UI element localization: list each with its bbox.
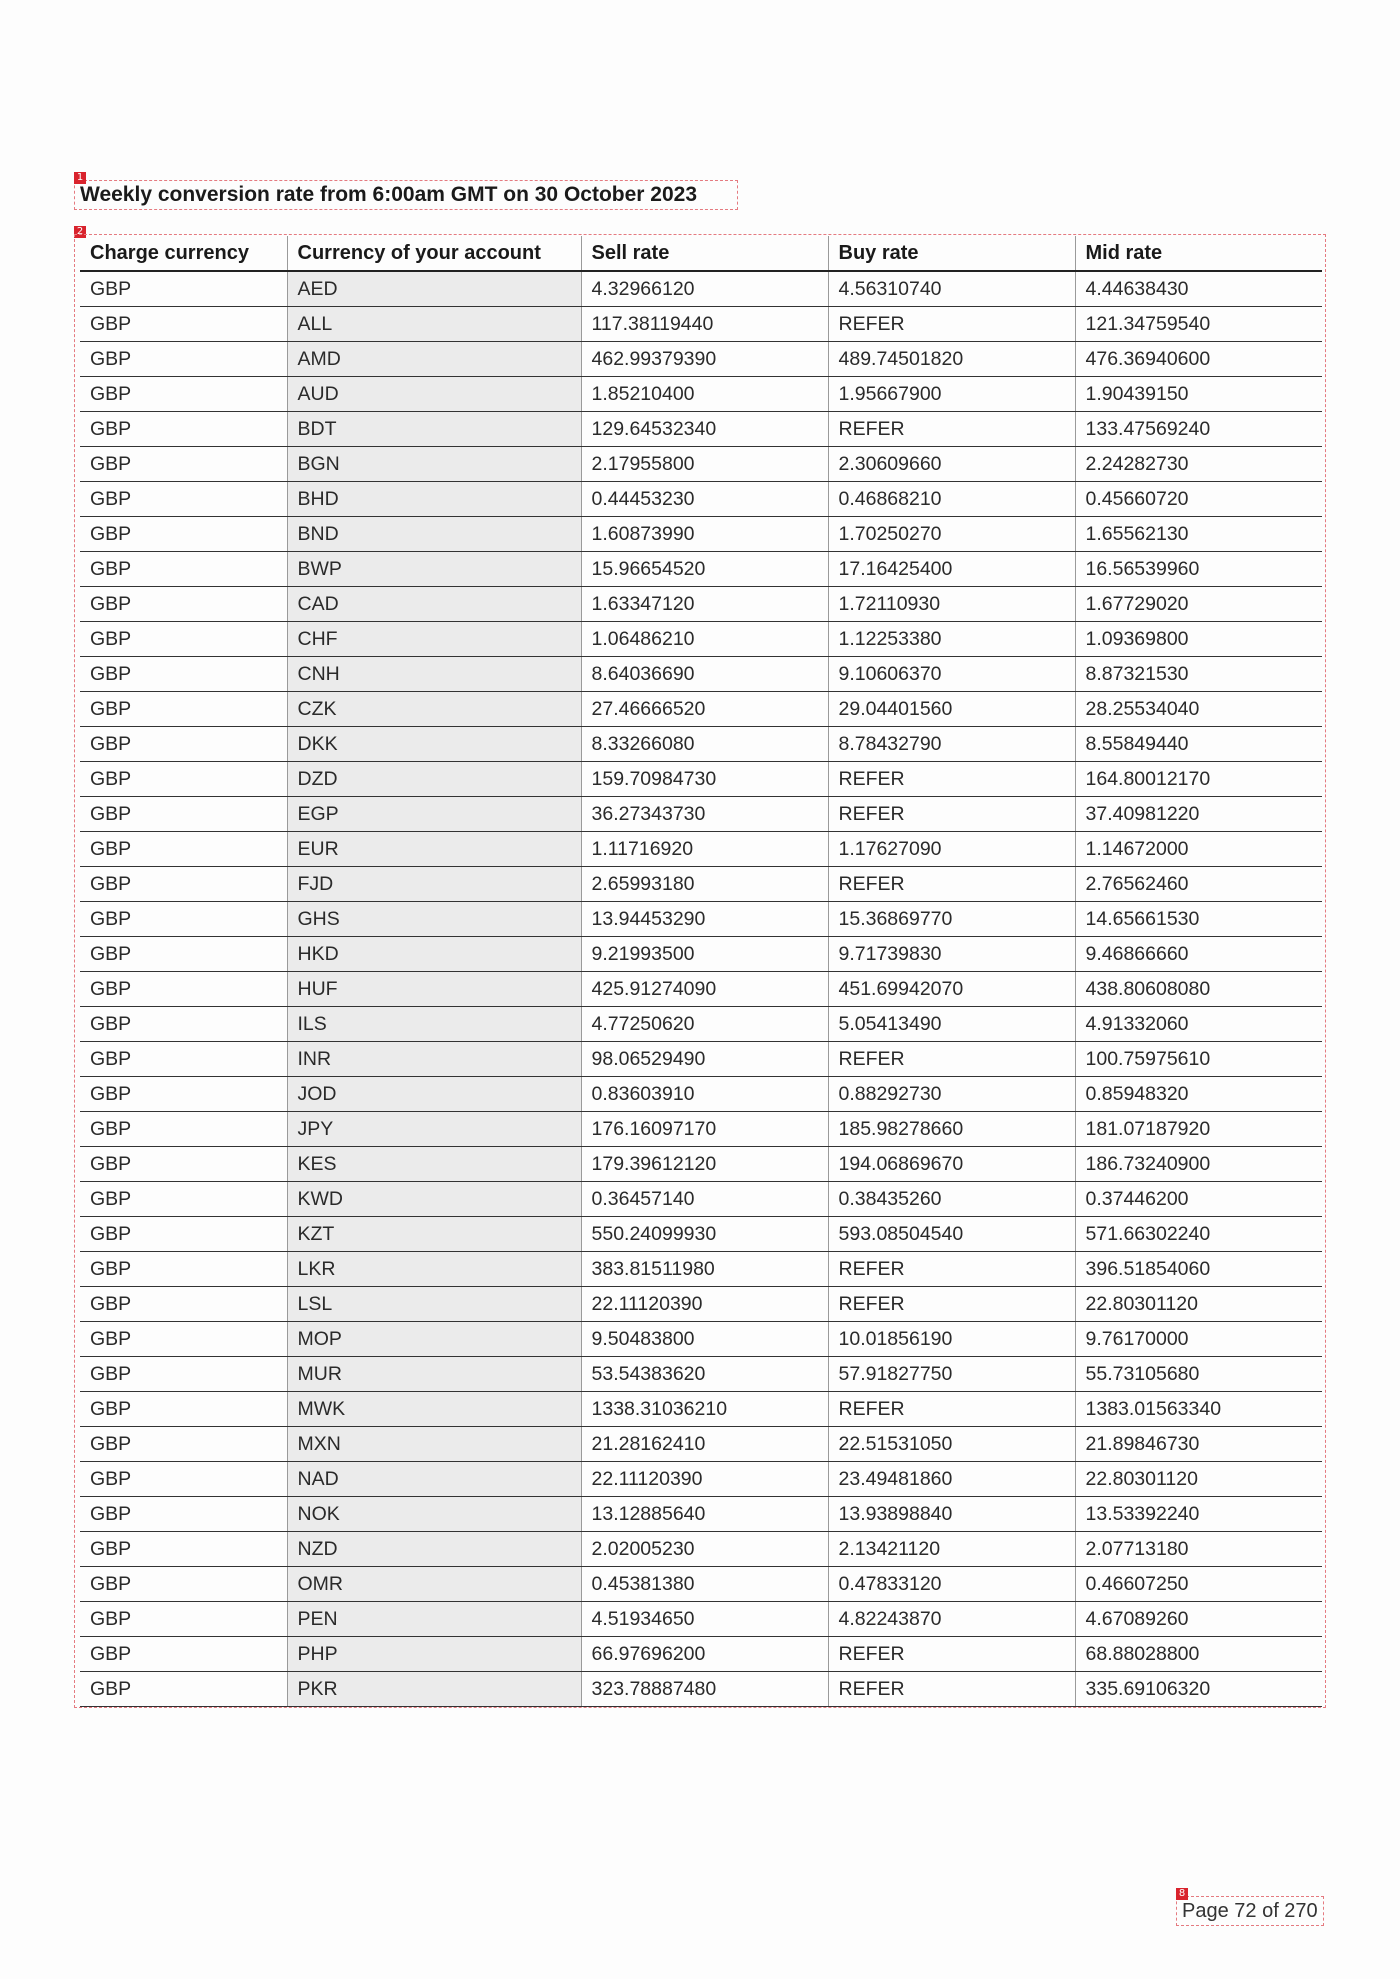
table-row [80,1357,1322,1392]
mid-rate-cell: 21.89846730 [1075,1427,1322,1462]
buy-rate-cell: 5.05413490 [828,1007,1075,1042]
column-header-charge-currency: Charge currency [80,236,287,271]
table-row [80,1497,1322,1532]
mid-rate-cell: 121.34759540 [1075,307,1322,342]
sell-rate-cell: 22.11120390 [581,1287,828,1322]
buy-rate-cell: REFER [828,1252,1075,1287]
table-row [80,1287,1322,1322]
charge-currency-cell: GBP [80,657,287,692]
sell-rate-cell: 0.36457140 [581,1182,828,1217]
charge-currency-cell: GBP [80,797,287,832]
buy-rate-cell: 4.56310740 [828,271,1075,307]
sell-rate-cell: 2.02005230 [581,1532,828,1567]
mid-rate-cell: 1.14672000 [1075,832,1322,867]
table-row [80,517,1322,552]
table-row [80,1182,1322,1217]
charge-currency-cell: GBP [80,1182,287,1217]
account-currency-cell: KES [287,1147,581,1182]
sell-rate-cell: 0.44453230 [581,482,828,517]
sell-rate-cell: 129.64532340 [581,412,828,447]
sell-rate-cell: 4.51934650 [581,1602,828,1637]
account-currency-cell: EGP [287,797,581,832]
buy-rate-cell: 9.71739830 [828,937,1075,972]
sell-rate-cell: 1.06486210 [581,622,828,657]
buy-rate-cell: REFER [828,1672,1075,1707]
charge-currency-cell: GBP [80,1497,287,1532]
column-header-mid-rate: Mid rate [1075,236,1322,271]
table-row [80,622,1322,657]
table-row [80,552,1322,587]
mid-rate-cell: 476.36940600 [1075,342,1322,377]
column-header-sell-rate: Sell rate [581,236,828,271]
account-currency-cell: MOP [287,1322,581,1357]
table-row [80,377,1322,412]
sell-rate-cell: 0.45381380 [581,1567,828,1602]
mid-rate-cell: 335.69106320 [1075,1672,1322,1707]
charge-currency-cell: GBP [80,867,287,902]
buy-rate-cell: 23.49481860 [828,1462,1075,1497]
buy-rate-cell: 0.46868210 [828,482,1075,517]
buy-rate-cell: 593.08504540 [828,1217,1075,1252]
mid-rate-cell: 1383.01563340 [1075,1392,1322,1427]
sell-rate-cell: 1.63347120 [581,587,828,622]
sell-rate-cell: 66.97696200 [581,1637,828,1672]
charge-currency-cell: GBP [80,271,287,307]
mid-rate-cell: 1.09369800 [1075,622,1322,657]
charge-currency-cell: GBP [80,587,287,622]
account-currency-cell: FJD [287,867,581,902]
table-row [80,1462,1322,1497]
account-currency-cell: BDT [287,412,581,447]
buy-rate-cell: REFER [828,1392,1075,1427]
table-row [80,762,1322,797]
mid-rate-cell: 2.07713180 [1075,1532,1322,1567]
sell-rate-cell: 383.81511980 [581,1252,828,1287]
sell-rate-cell: 462.99379390 [581,342,828,377]
account-currency-cell: DKK [287,727,581,762]
account-currency-cell: MWK [287,1392,581,1427]
charge-currency-cell: GBP [80,1147,287,1182]
table-row [80,412,1322,447]
account-currency-cell: NAD [287,1462,581,1497]
buy-rate-cell: REFER [828,1287,1075,1322]
charge-currency-cell: GBP [80,1602,287,1637]
account-currency-cell: BHD [287,482,581,517]
account-currency-cell: BND [287,517,581,552]
charge-currency-cell: GBP [80,1252,287,1287]
buy-rate-cell: 57.91827750 [828,1357,1075,1392]
charge-currency-cell: GBP [80,307,287,342]
table-row [80,482,1322,517]
charge-currency-cell: GBP [80,1672,287,1707]
charge-currency-cell: GBP [80,1007,287,1042]
sell-rate-cell: 4.77250620 [581,1007,828,1042]
table-row [80,271,1322,307]
account-currency-cell: CAD [287,587,581,622]
charge-currency-cell: GBP [80,482,287,517]
table-row [80,1637,1322,1672]
account-currency-cell: AUD [287,377,581,412]
table-row [80,1427,1322,1462]
mid-rate-cell: 37.40981220 [1075,797,1322,832]
mid-rate-cell: 571.66302240 [1075,1217,1322,1252]
table-row [80,1532,1322,1567]
charge-currency-cell: GBP [80,902,287,937]
table-row [80,1042,1322,1077]
sell-rate-cell: 2.65993180 [581,867,828,902]
buy-rate-cell: 8.78432790 [828,727,1075,762]
account-currency-cell: AED [287,271,581,307]
charge-currency-cell: GBP [80,727,287,762]
annotation-tag-footer: 8 [1176,1888,1188,1900]
account-currency-cell: KZT [287,1217,581,1252]
table-row [80,832,1322,867]
table-row [80,1567,1322,1602]
table-row [80,1252,1322,1287]
mid-rate-cell: 1.67729020 [1075,587,1322,622]
table-row [80,307,1322,342]
mid-rate-cell: 2.76562460 [1075,867,1322,902]
buy-rate-cell: 2.30609660 [828,447,1075,482]
sell-rate-cell: 9.21993500 [581,937,828,972]
account-currency-cell: MUR [287,1357,581,1392]
table-row [80,342,1322,377]
table-row [80,937,1322,972]
buy-rate-cell: 1.12253380 [828,622,1075,657]
buy-rate-cell: 2.13421120 [828,1532,1075,1567]
account-currency-cell: DZD [287,762,581,797]
sell-rate-cell: 323.78887480 [581,1672,828,1707]
sell-rate-cell: 21.28162410 [581,1427,828,1462]
account-currency-cell: JOD [287,1077,581,1112]
charge-currency-cell: GBP [80,552,287,587]
page-number: Page 72 of 270 [1182,1900,1318,1922]
mid-rate-cell: 68.88028800 [1075,1637,1322,1672]
account-currency-cell: HKD [287,937,581,972]
page-title: Weekly conversion rate from 6:00am GMT on 30 October 2023 [80,183,698,206]
mid-rate-cell: 22.80301120 [1075,1462,1322,1497]
buy-rate-cell: 0.88292730 [828,1077,1075,1112]
account-currency-cell: ILS [287,1007,581,1042]
sell-rate-cell: 1.11716920 [581,832,828,867]
table-row [80,1147,1322,1182]
charge-currency-cell: GBP [80,412,287,447]
charge-currency-cell: GBP [80,762,287,797]
buy-rate-cell: REFER [828,307,1075,342]
sell-rate-cell: 1.60873990 [581,517,828,552]
charge-currency-cell: GBP [80,832,287,867]
table-row [80,1077,1322,1112]
column-header-account-currency: Currency of your account [287,236,581,271]
charge-currency-cell: GBP [80,1112,287,1147]
table-header-row [80,236,1322,271]
sell-rate-cell: 2.17955800 [581,447,828,482]
buy-rate-cell: 29.04401560 [828,692,1075,727]
mid-rate-cell: 4.67089260 [1075,1602,1322,1637]
account-currency-cell: NOK [287,1497,581,1532]
annotation-tag-title: 1 [74,172,86,184]
charge-currency-cell: GBP [80,1427,287,1462]
account-currency-cell: INR [287,1042,581,1077]
charge-currency-cell: GBP [80,692,287,727]
buy-rate-cell: 451.69942070 [828,972,1075,1007]
buy-rate-cell: 15.36869770 [828,902,1075,937]
charge-currency-cell: GBP [80,342,287,377]
buy-rate-cell: 1.17627090 [828,832,1075,867]
sell-rate-cell: 98.06529490 [581,1042,828,1077]
table-row [80,587,1322,622]
table-row [80,692,1322,727]
charge-currency-cell: GBP [80,1042,287,1077]
buy-rate-cell: 1.95667900 [828,377,1075,412]
account-currency-cell: CNH [287,657,581,692]
sell-rate-cell: 425.91274090 [581,972,828,1007]
buy-rate-cell: 1.70250270 [828,517,1075,552]
mid-rate-cell: 2.24282730 [1075,447,1322,482]
annotation-tag-table: 2 [74,226,86,238]
sell-rate-cell: 550.24099930 [581,1217,828,1252]
mid-rate-cell: 13.53392240 [1075,1497,1322,1532]
charge-currency-cell: GBP [80,937,287,972]
sell-rate-cell: 1.85210400 [581,377,828,412]
buy-rate-cell: 489.74501820 [828,342,1075,377]
buy-rate-cell: 10.01856190 [828,1322,1075,1357]
account-currency-cell: LKR [287,1252,581,1287]
mid-rate-cell: 16.56539960 [1075,552,1322,587]
charge-currency-cell: GBP [80,1462,287,1497]
mid-rate-cell: 1.65562130 [1075,517,1322,552]
buy-rate-cell: 0.47833120 [828,1567,1075,1602]
buy-rate-cell: 22.51531050 [828,1427,1075,1462]
table-row [80,972,1322,1007]
account-currency-cell: GHS [287,902,581,937]
buy-rate-cell: 194.06869670 [828,1147,1075,1182]
charge-currency-cell: GBP [80,1532,287,1567]
table-row [80,1007,1322,1042]
column-header-buy-rate: Buy rate [828,236,1075,271]
sell-rate-cell: 4.32966120 [581,271,828,307]
table-row [80,1217,1322,1252]
mid-rate-cell: 0.46607250 [1075,1567,1322,1602]
account-currency-cell: ALL [287,307,581,342]
buy-rate-cell: 185.98278660 [828,1112,1075,1147]
sell-rate-cell: 22.11120390 [581,1462,828,1497]
account-currency-cell: JPY [287,1112,581,1147]
mid-rate-cell: 1.90439150 [1075,377,1322,412]
sell-rate-cell: 36.27343730 [581,797,828,832]
sell-rate-cell: 8.64036690 [581,657,828,692]
conversion-rate-table [80,236,1322,1707]
account-currency-cell: PHP [287,1637,581,1672]
table-body [80,271,1322,1707]
sell-rate-cell: 27.46666520 [581,692,828,727]
table-row [80,447,1322,482]
sell-rate-cell: 15.96654520 [581,552,828,587]
buy-rate-cell: REFER [828,1042,1075,1077]
sell-rate-cell: 1338.31036210 [581,1392,828,1427]
buy-rate-cell: 13.93898840 [828,1497,1075,1532]
table-row [80,867,1322,902]
mid-rate-cell: 181.07187920 [1075,1112,1322,1147]
account-currency-cell: CZK [287,692,581,727]
mid-rate-cell: 186.73240900 [1075,1147,1322,1182]
sell-rate-cell: 9.50483800 [581,1322,828,1357]
mid-rate-cell: 55.73105680 [1075,1357,1322,1392]
mid-rate-cell: 164.80012170 [1075,762,1322,797]
sell-rate-cell: 117.38119440 [581,307,828,342]
account-currency-cell: PKR [287,1672,581,1707]
sell-rate-cell: 53.54383620 [581,1357,828,1392]
buy-rate-cell: REFER [828,867,1075,902]
table-row [80,797,1322,832]
sell-rate-cell: 13.12885640 [581,1497,828,1532]
account-currency-cell: OMR [287,1567,581,1602]
charge-currency-cell: GBP [80,1392,287,1427]
charge-currency-cell: GBP [80,377,287,412]
mid-rate-cell: 14.65661530 [1075,902,1322,937]
mid-rate-cell: 22.80301120 [1075,1287,1322,1322]
buy-rate-cell: REFER [828,762,1075,797]
mid-rate-cell: 9.46866660 [1075,937,1322,972]
account-currency-cell: KWD [287,1182,581,1217]
mid-rate-cell: 4.44638430 [1075,271,1322,307]
account-currency-cell: AMD [287,342,581,377]
mid-rate-cell: 396.51854060 [1075,1252,1322,1287]
mid-rate-cell: 8.87321530 [1075,657,1322,692]
charge-currency-cell: GBP [80,1077,287,1112]
table-row [80,1112,1322,1147]
charge-currency-cell: GBP [80,622,287,657]
mid-rate-cell: 438.80608080 [1075,972,1322,1007]
charge-currency-cell: GBP [80,972,287,1007]
charge-currency-cell: GBP [80,1322,287,1357]
mid-rate-cell: 133.47569240 [1075,412,1322,447]
charge-currency-cell: GBP [80,1287,287,1322]
account-currency-cell: HUF [287,972,581,1007]
mid-rate-cell: 100.75975610 [1075,1042,1322,1077]
sell-rate-cell: 13.94453290 [581,902,828,937]
buy-rate-cell: 9.10606370 [828,657,1075,692]
buy-rate-cell: REFER [828,412,1075,447]
account-currency-cell: PEN [287,1602,581,1637]
mid-rate-cell: 0.85948320 [1075,1077,1322,1112]
table-row [80,1602,1322,1637]
sell-rate-cell: 159.70984730 [581,762,828,797]
sell-rate-cell: 8.33266080 [581,727,828,762]
table-row [80,727,1322,762]
account-currency-cell: BWP [287,552,581,587]
account-currency-cell: CHF [287,622,581,657]
sell-rate-cell: 176.16097170 [581,1112,828,1147]
mid-rate-cell: 8.55849440 [1075,727,1322,762]
charge-currency-cell: GBP [80,1357,287,1392]
table-row [80,657,1322,692]
charge-currency-cell: GBP [80,517,287,552]
sell-rate-cell: 179.39612120 [581,1147,828,1182]
buy-rate-cell: 17.16425400 [828,552,1075,587]
buy-rate-cell: REFER [828,797,1075,832]
account-currency-cell: BGN [287,447,581,482]
charge-currency-cell: GBP [80,1637,287,1672]
mid-rate-cell: 28.25534040 [1075,692,1322,727]
buy-rate-cell: 1.72110930 [828,587,1075,622]
account-currency-cell: EUR [287,832,581,867]
table-row [80,1392,1322,1427]
buy-rate-cell: 4.82243870 [828,1602,1075,1637]
account-currency-cell: MXN [287,1427,581,1462]
table-row [80,902,1322,937]
sell-rate-cell: 0.83603910 [581,1077,828,1112]
charge-currency-cell: GBP [80,447,287,482]
account-currency-cell: NZD [287,1532,581,1567]
table-row [80,1672,1322,1707]
charge-currency-cell: GBP [80,1567,287,1602]
mid-rate-cell: 0.45660720 [1075,482,1322,517]
table-row [80,1322,1322,1357]
buy-rate-cell: REFER [828,1637,1075,1672]
mid-rate-cell: 4.91332060 [1075,1007,1322,1042]
buy-rate-cell: 0.38435260 [828,1182,1075,1217]
mid-rate-cell: 9.76170000 [1075,1322,1322,1357]
account-currency-cell: LSL [287,1287,581,1322]
charge-currency-cell: GBP [80,1217,287,1252]
mid-rate-cell: 0.37446200 [1075,1182,1322,1217]
